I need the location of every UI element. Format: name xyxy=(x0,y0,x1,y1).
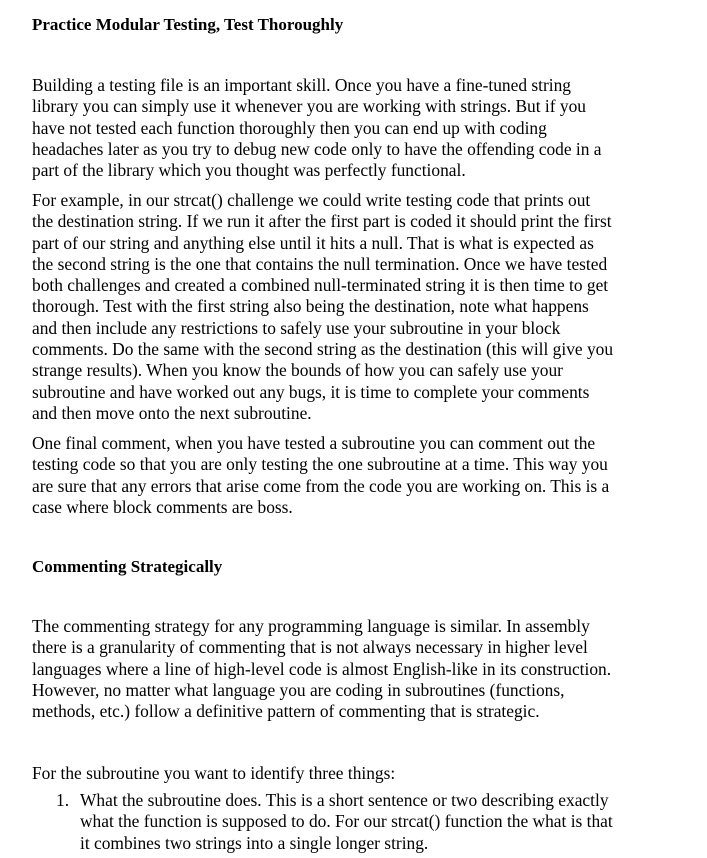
text-line: and then include any restrictions to safely use your subroutine in your block xyxy=(32,317,561,338)
text-line: what the function is supposed to do. For our strcat() function the what is that xyxy=(80,811,613,832)
text-line: What the subroutine does. This is a short sentence or two describing exactly xyxy=(80,790,609,810)
text-line: One final comment, when you have tested a subroutine you can comment out the xyxy=(32,433,596,453)
text-line: both challenges and created a combined null-terminated string it is then time to get xyxy=(32,275,609,296)
text-line: methods, etc.) follow a definitive pattern of commenting that is strategic. xyxy=(32,701,540,722)
text-line: testing code so that you are only testing the one subroutine at a time. This way you xyxy=(32,454,608,475)
section-heading-commenting: Commenting Strategically xyxy=(32,557,223,576)
list-number: 1. xyxy=(56,790,70,810)
text-line: case where block comments are boss. xyxy=(32,496,293,517)
list-item xyxy=(32,790,672,854)
paragraph-testing-intro xyxy=(32,75,672,181)
text-line: strange results). When you know the bounds of how you can safely use your xyxy=(32,360,563,381)
text-line: the second string is the one that contains the null termination. Once we have tested xyxy=(32,253,608,274)
paragraph-final-comment xyxy=(32,433,672,518)
section-heading-practice-testing: Practice Modular Testing, Test Thoroughly xyxy=(32,15,344,34)
text-line: there is a granularity of commenting that is not always necessary in higher level xyxy=(32,637,588,658)
paragraph-three-things xyxy=(32,763,672,784)
paragraph-commenting-strategy xyxy=(32,616,672,722)
numbered-list xyxy=(32,790,672,854)
text-line: For example, in our strcat() challenge we could write testing code that prints out xyxy=(32,190,591,210)
text-line: and then move onto the next subroutine. xyxy=(32,402,312,423)
text-line: are sure that any errors that arise come from the code you are working on. This is a xyxy=(32,475,610,496)
text-line: languages where a line of high-level code is almost English-like in its construction. xyxy=(32,658,612,679)
text-line: part of our string and anything else until it hits a null. That is what is expected as xyxy=(32,232,594,253)
text-line: it combines two strings into a single longer string. xyxy=(80,832,429,853)
text-line: library you can simply use it whenever you are working with strings. But if you xyxy=(32,96,586,117)
text-line: The commenting strategy for any programming language is similar. In assembly xyxy=(32,616,590,636)
text-line: the destination string. If we run it after the first part is coded it should print the first xyxy=(32,211,612,232)
text-line: Building a testing file is an important skill. Once you have a fine-tuned string xyxy=(32,75,571,95)
text-line: have not tested each function thoroughly then you can end up with coding xyxy=(32,117,547,138)
paragraph-strcat-example xyxy=(32,190,672,424)
text-line: For the subroutine you want to identify three things: xyxy=(32,763,396,783)
text-line: subroutine and have worked out any bugs, it is time to complete your comments xyxy=(32,381,590,402)
text-line: headaches later as you try to debug new code only to have the offending code in a xyxy=(32,138,602,159)
text-line: comments. Do the same with the second string as the destination (this will give you xyxy=(32,339,614,360)
text-line: part of the library which you thought was perfectly functional. xyxy=(32,160,466,181)
text-line: thorough. Test with the first string also being the destination, note what happens xyxy=(32,296,589,317)
text-line: However, no matter what language you are coding in subroutines (functions, xyxy=(32,679,565,700)
